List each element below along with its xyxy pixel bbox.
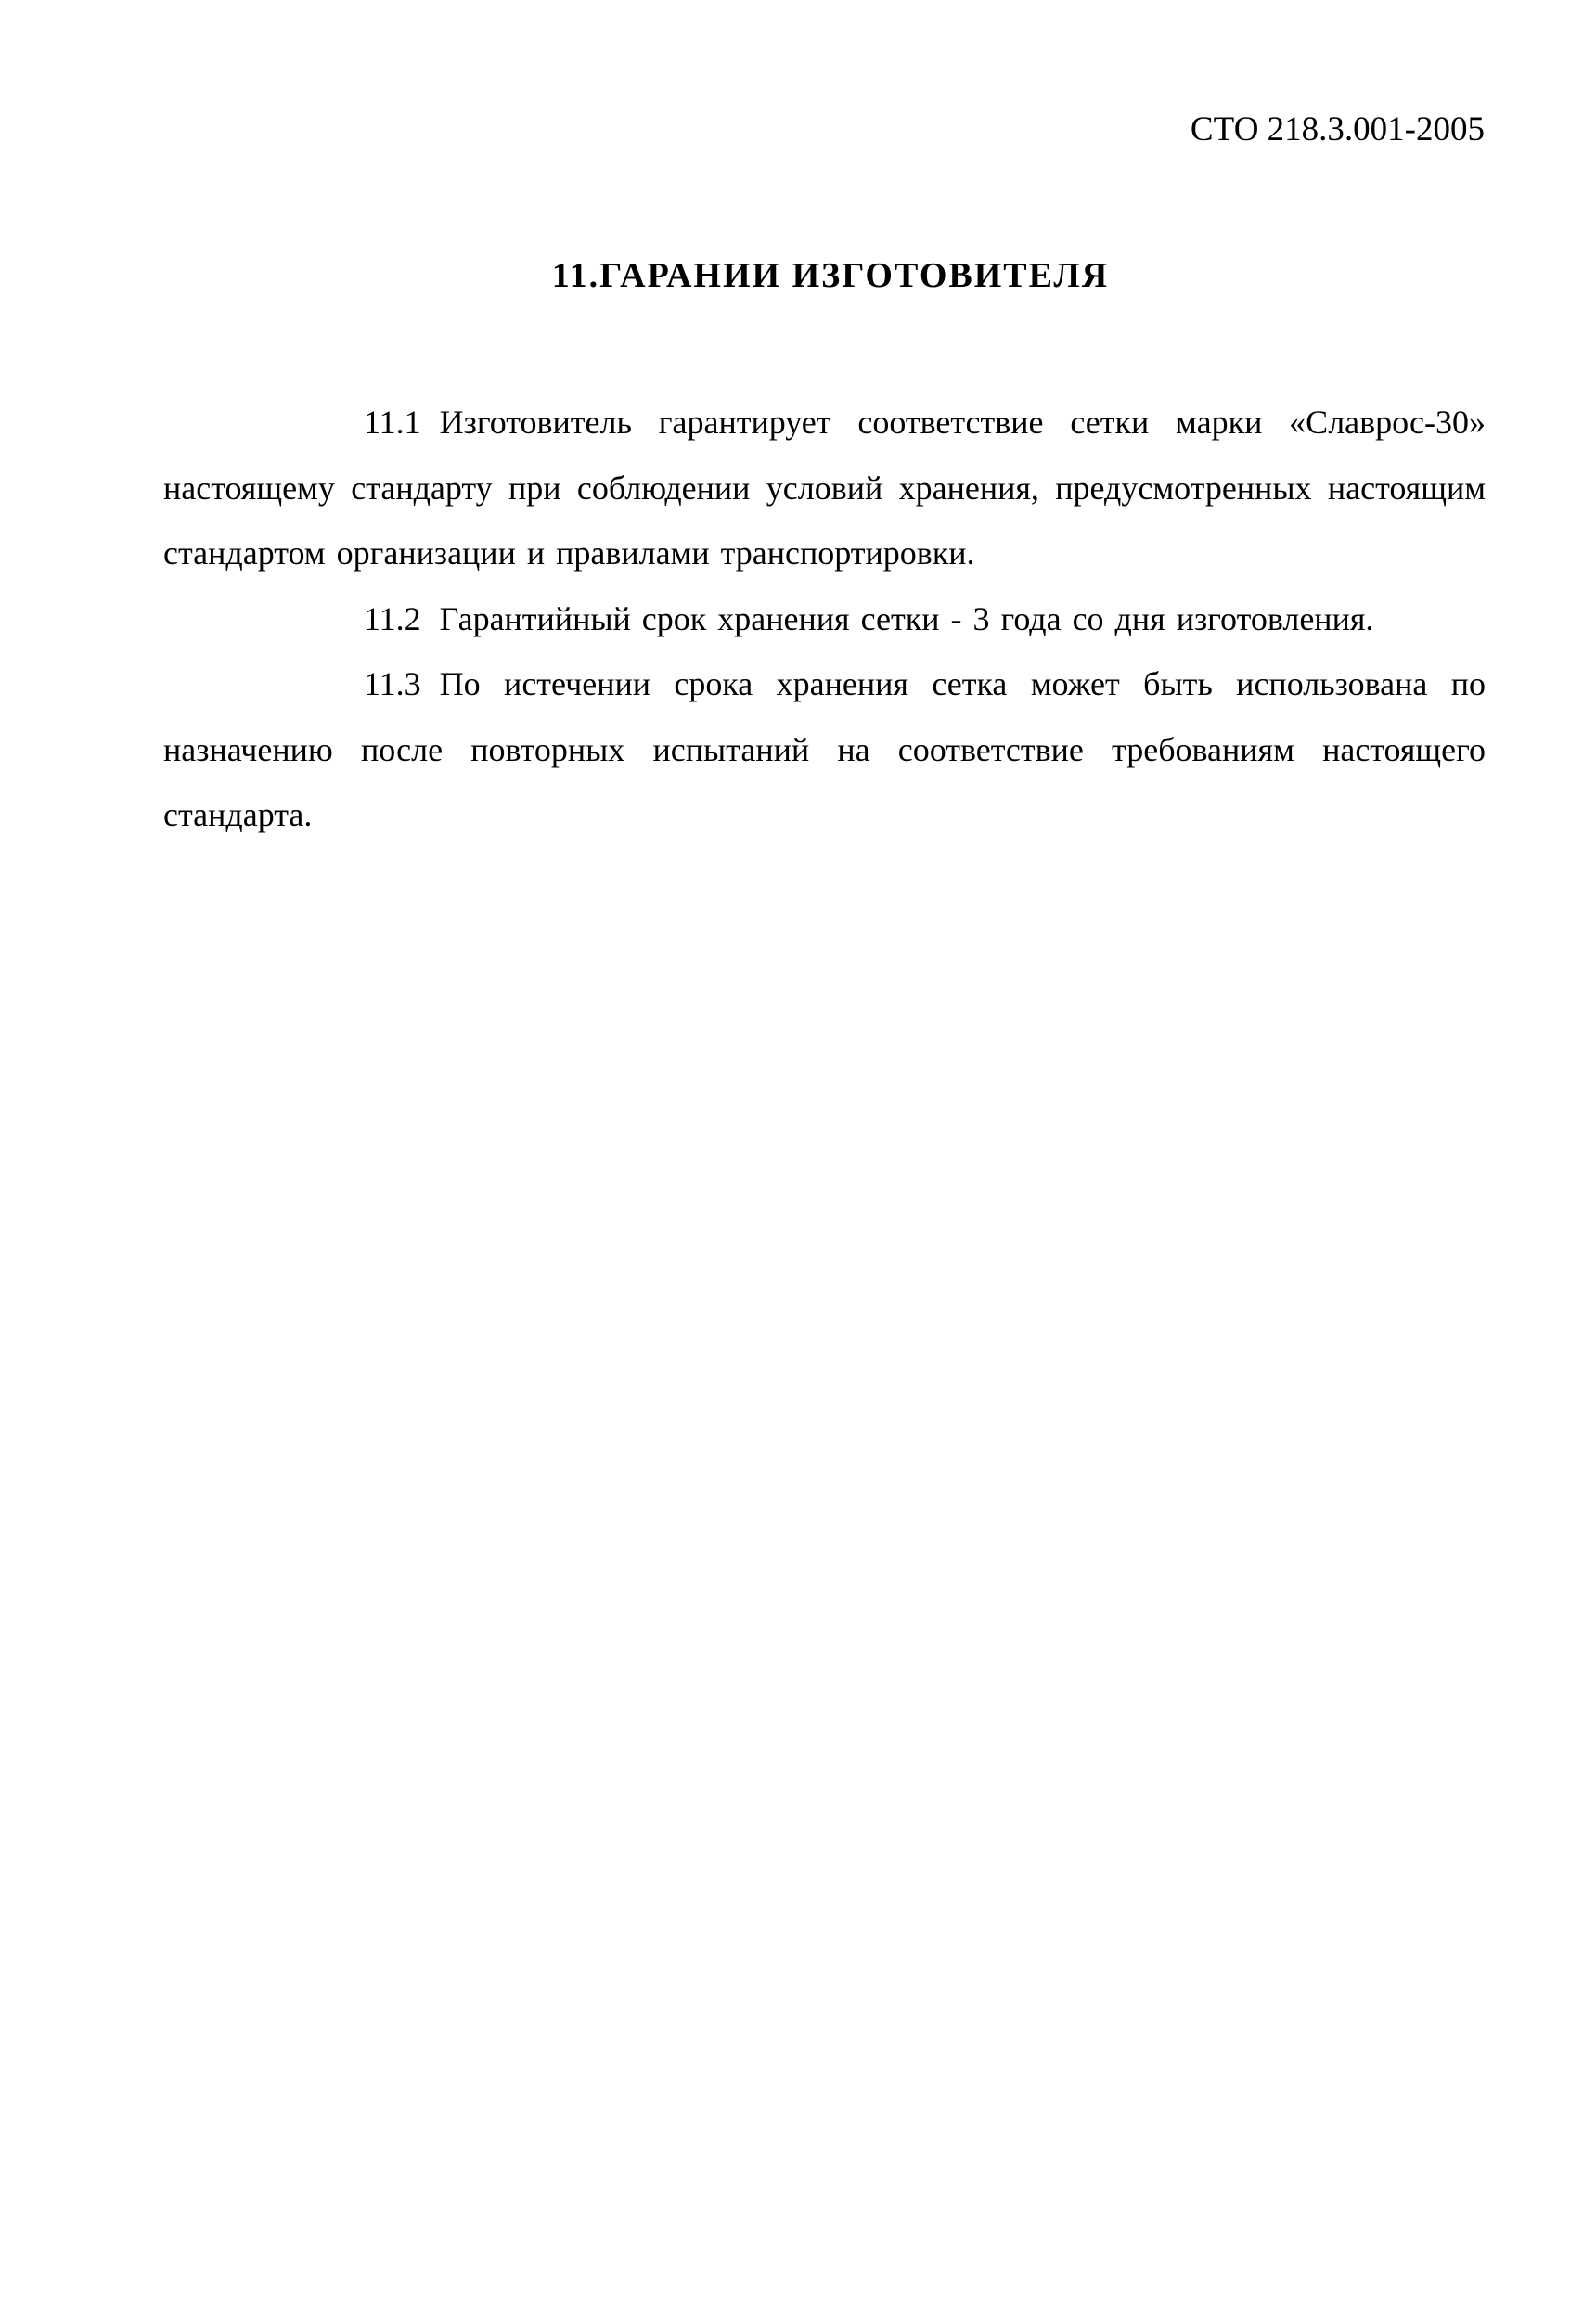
document-code: СТО 218.3.001-2005 <box>1190 110 1485 148</box>
clause-text: Изготовитель гарантирует соответствие сетки марки «Славрос-30» настоящему стандарту при соблюдении условий хранения, предусмотренных настоящим стандартом организации и правилами транспортировки. <box>163 404 1486 572</box>
clause-11-2 <box>163 586 1486 652</box>
clause-number: 11.2 <box>364 599 421 637</box>
clause-11-3 <box>163 651 1486 848</box>
clause-text: Гарантийный срок хранения сетки - 3 года со дня изготовления. <box>439 599 1374 637</box>
section-title: 11.ГАРАНИИ ИЗГОТОВИТЕЛЯ <box>551 256 1110 295</box>
clause-11-1 <box>163 390 1486 586</box>
clause-number: 11.1 <box>364 404 421 441</box>
clause-number: 11.3 <box>364 665 421 702</box>
section-body <box>163 390 1486 848</box>
clause-text: По истечении срока хранения сетка может быть использована по назначению после повторных испытаний на соответствие требованиям настоящего стандарта. <box>163 665 1486 833</box>
